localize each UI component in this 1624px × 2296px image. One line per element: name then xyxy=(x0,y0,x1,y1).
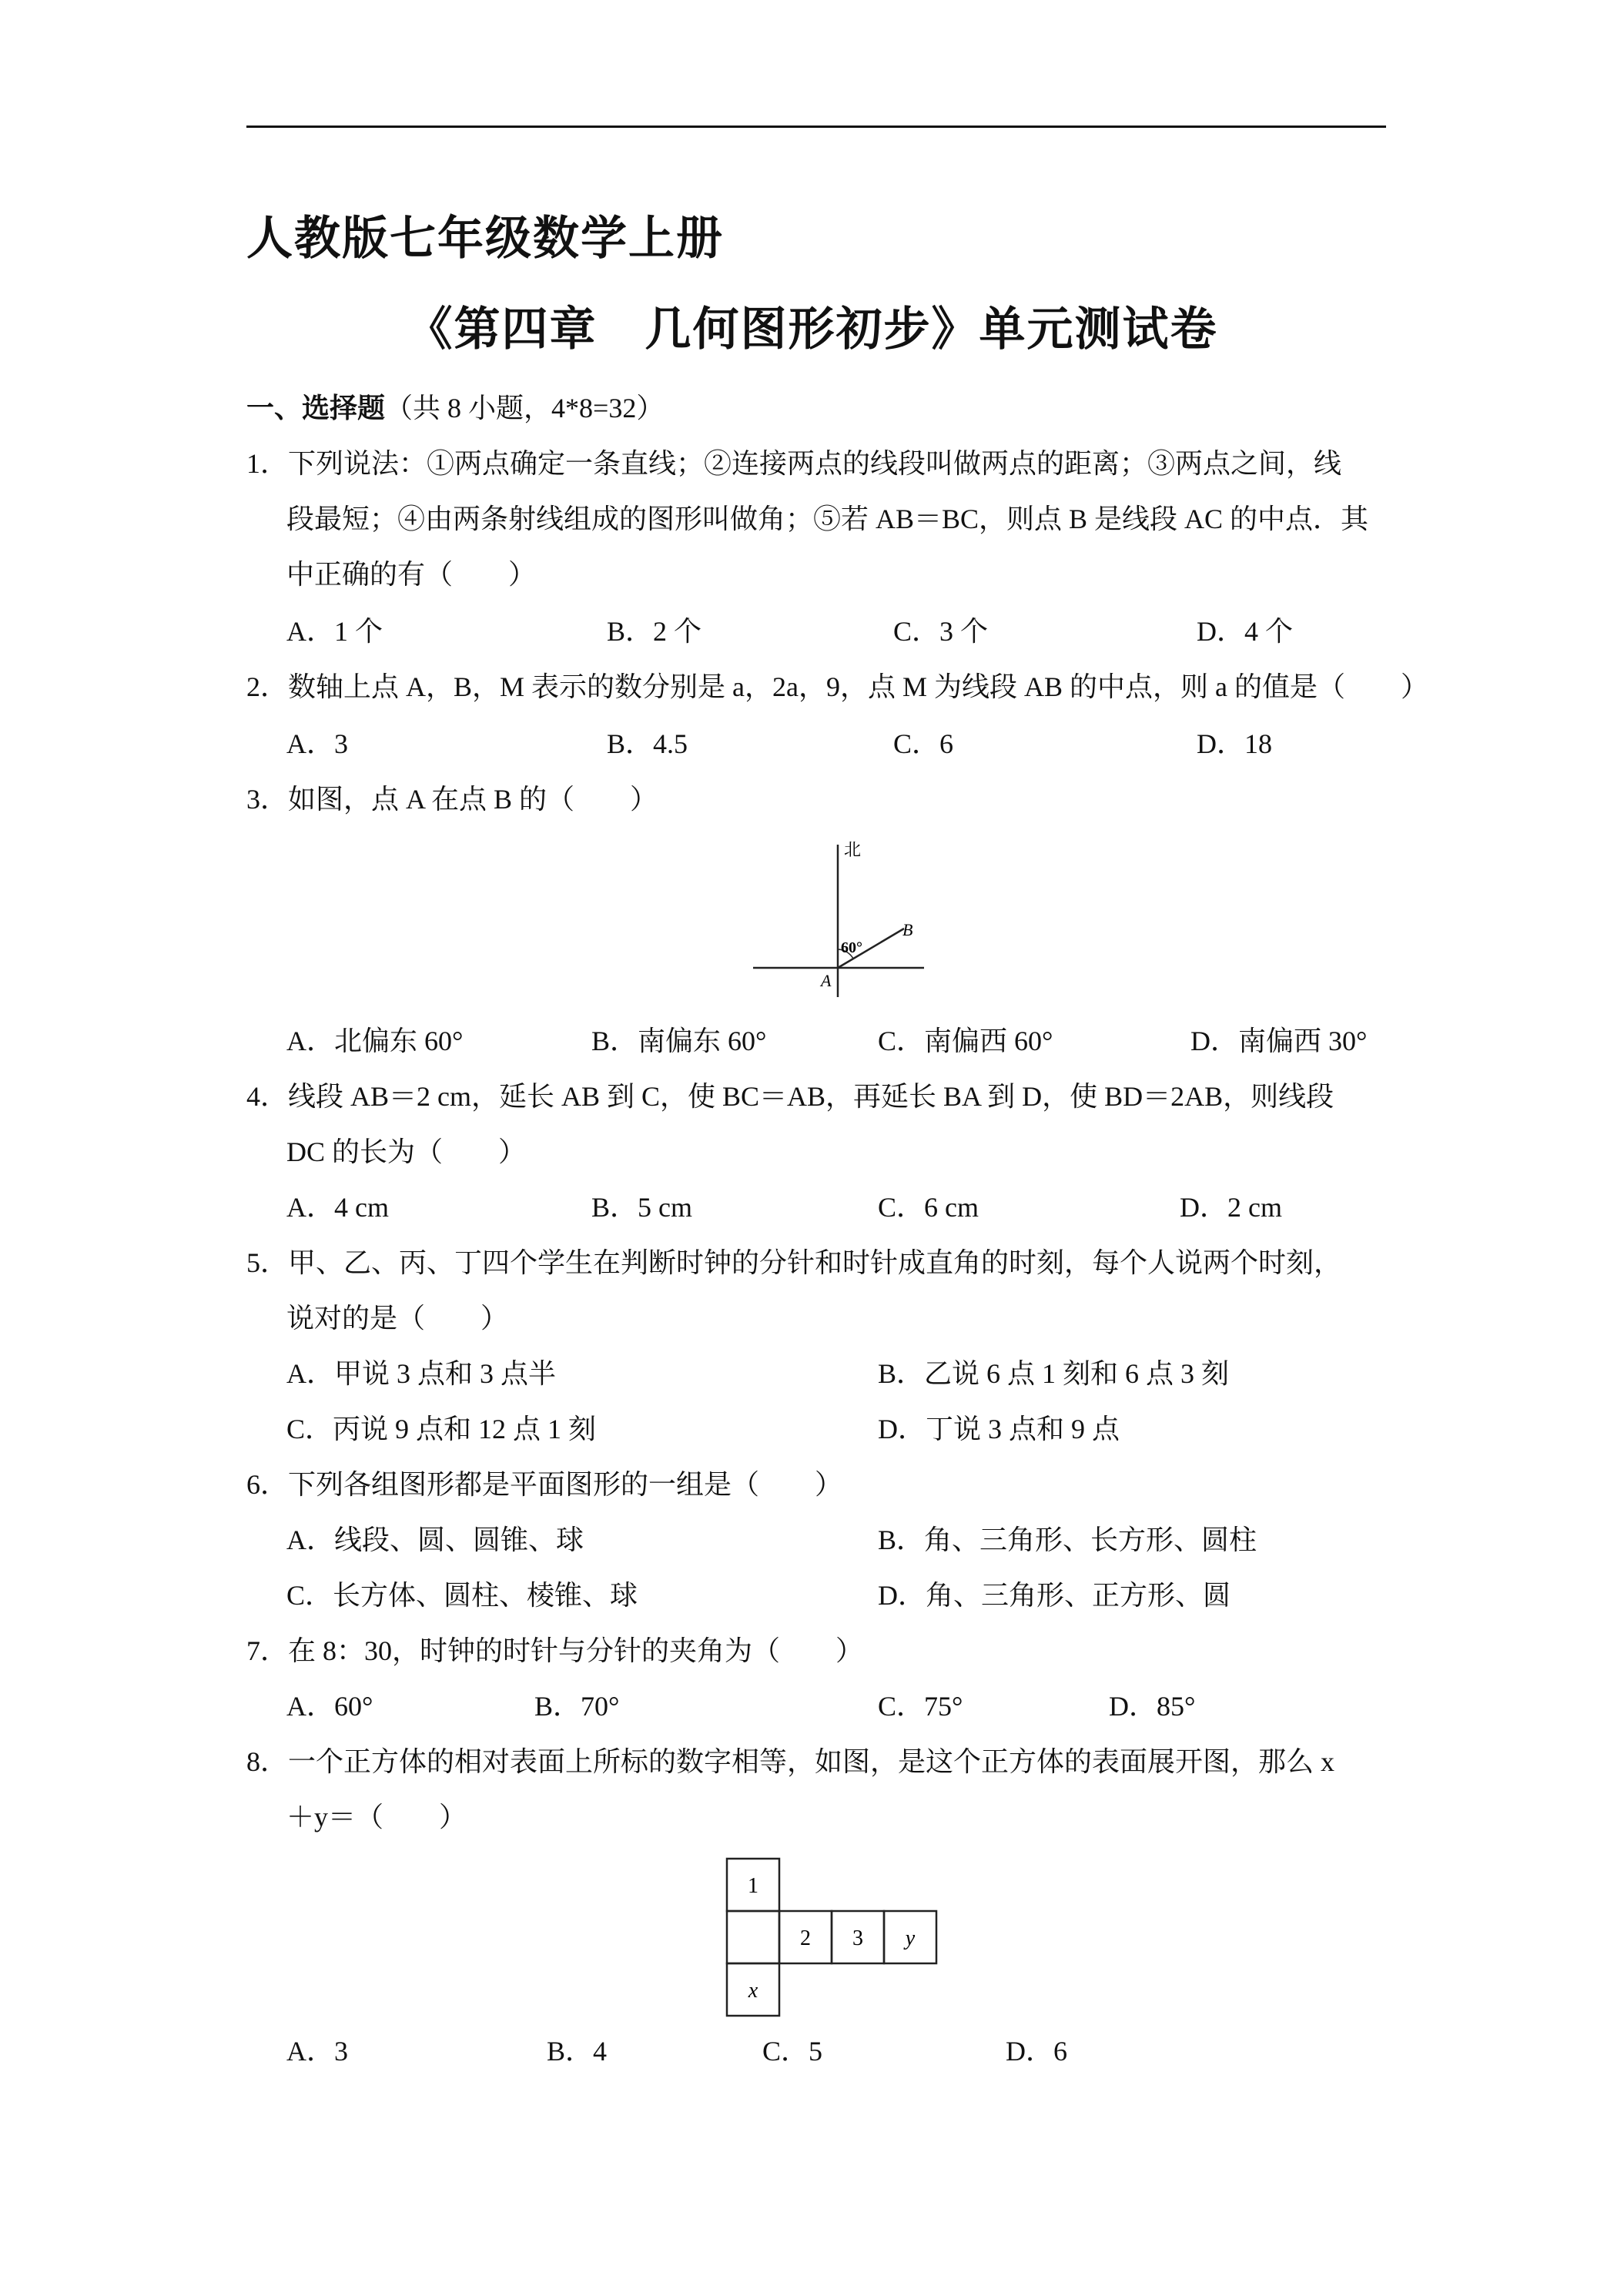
angle-label: 60° xyxy=(841,939,862,956)
net-label-1: 1 xyxy=(748,1874,758,1898)
q8-option-d[interactable]: D．6 xyxy=(1006,2036,1067,2067)
q4-option-b[interactable]: B．5 cm xyxy=(591,1192,692,1223)
q7-option-a[interactable]: A．60° xyxy=(286,1691,373,1722)
q5-option-c[interactable]: C．丙说 9 点和 12 点 1 刻 xyxy=(286,1414,597,1444)
q5-option-d[interactable]: D．丁说 3 点和 9 点 xyxy=(878,1414,1120,1444)
q5-option-b[interactable]: B．乙说 6 点 1 刻和 6 点 3 刻 xyxy=(878,1358,1230,1389)
net-label-3: 3 xyxy=(852,1926,863,1950)
q7-option-b[interactable]: B．70° xyxy=(534,1691,620,1722)
q1-option-a[interactable]: A．1 个 xyxy=(286,616,383,647)
q4-option-c[interactable]: C．6 cm xyxy=(878,1192,979,1223)
q2-option-a[interactable]: A．3 xyxy=(286,728,348,759)
q1-option-b[interactable]: B．2 个 xyxy=(607,616,702,647)
q6-option-d[interactable]: D．角、三角形、正方形、圆 xyxy=(878,1580,1231,1611)
q8-option-b[interactable]: B．4 xyxy=(547,2036,608,2067)
q8-text-line2: ＋y＝（ ） xyxy=(286,1802,467,1832)
q4-text-line2: DC 的长为（ ） xyxy=(286,1136,527,1167)
q1-option-c[interactable]: C．3 个 xyxy=(893,616,989,647)
q4-option-d[interactable]: D．2 cm xyxy=(1180,1192,1282,1223)
q1-text-line2: 段最短；④由两条射线组成的图形叫做角；⑤若 AB＝BC，则点 B 是线段 AC 的中点．其 xyxy=(286,504,1369,534)
q3-option-b[interactable]: B．南偏东 60° xyxy=(591,1026,767,1056)
q8-option-c[interactable]: C．5 xyxy=(762,2036,823,2067)
net-label-x: x xyxy=(748,1979,758,2003)
q5-text-line2: 说对的是（ ） xyxy=(286,1303,509,1334)
section-title: 一、选择题 xyxy=(246,393,386,423)
point-b-label: B xyxy=(902,920,913,939)
q1-text-line3: 中正确的有（ ） xyxy=(286,559,537,590)
section-note: （共 8 小题，4*8=32） xyxy=(385,393,665,423)
header-rule xyxy=(246,126,1386,128)
cube-net-figure xyxy=(724,1856,947,2025)
q6-option-a[interactable]: A．线段、圆、圆锥、球 xyxy=(286,1525,584,1555)
q6-text-line1: 6．下列各组图形都是平面图形的一组是（ ） xyxy=(246,1469,843,1500)
q7-option-c[interactable]: C．75° xyxy=(878,1691,963,1722)
q5-option-a[interactable]: A．甲说 3 点和 3 点半 xyxy=(286,1358,556,1389)
document-title: 人教版七年级数学上册 xyxy=(246,213,724,264)
net-cell-blank xyxy=(727,1911,779,1963)
north-label: 北 xyxy=(844,840,862,859)
q1-option-d[interactable]: D．4 个 xyxy=(1197,616,1293,647)
q1-text-line1: 1．下列说法：①两点确定一条直线；②连接两点的线段叫做两点的距离；③两点之间，线 xyxy=(246,448,1342,479)
q2-text-line1: 2．数轴上点 A，B，M 表示的数分别是 a，2a，9，点 M 为线段 AB 的中点，则 a 的值是（ ） xyxy=(246,671,1428,702)
q4-option-a[interactable]: A．4 cm xyxy=(286,1192,389,1223)
q8-text-line1: 8．一个正方体的相对表面上所标的数字相等，如图，是这个正方体的表面展开图，那么 x xyxy=(246,1746,1335,1777)
net-label-2: 2 xyxy=(800,1926,811,1950)
document-subtitle: 《第四章 几何图形初步》单元测试卷 xyxy=(406,304,1218,355)
q2-option-d[interactable]: D．18 xyxy=(1197,728,1272,759)
q5-text-line1: 5．甲、乙、丙、丁四个学生在判断时钟的分针和时针成直角的时刻，每个人说两个时刻， xyxy=(246,1247,1342,1278)
q7-option-d[interactable]: D．85° xyxy=(1109,1691,1196,1722)
q3-option-d[interactable]: D．南偏西 30° xyxy=(1190,1026,1368,1056)
point-a-label: A xyxy=(821,971,832,990)
q6-option-b[interactable]: B．角、三角形、长方形、圆柱 xyxy=(878,1525,1257,1555)
q4-text-line1: 4．线段 AB＝2 cm，延长 AB 到 C，使 BC＝AB，再延长 BA 到 D，使 BD＝2AB，则线段 xyxy=(246,1081,1334,1112)
q8-option-a[interactable]: A．3 xyxy=(286,2036,348,2067)
q3-text-line1: 3．如图，点 A 在点 B 的（ ） xyxy=(246,784,658,815)
q3-option-c[interactable]: C．南偏西 60° xyxy=(878,1026,1053,1056)
q2-option-b[interactable]: B．4.5 xyxy=(607,728,688,759)
q7-text-line1: 7．在 8：30，时钟的时针与分针的夹角为（ ） xyxy=(246,1635,864,1666)
compass-direction-figure xyxy=(739,835,939,1012)
q2-option-c[interactable]: C．6 xyxy=(893,728,954,759)
q6-option-c[interactable]: C．长方体、圆柱、棱锥、球 xyxy=(286,1580,638,1611)
section-heading xyxy=(246,390,664,427)
q3-option-a[interactable]: A．北偏东 60° xyxy=(286,1026,464,1056)
net-label-y: y xyxy=(905,1926,916,1950)
